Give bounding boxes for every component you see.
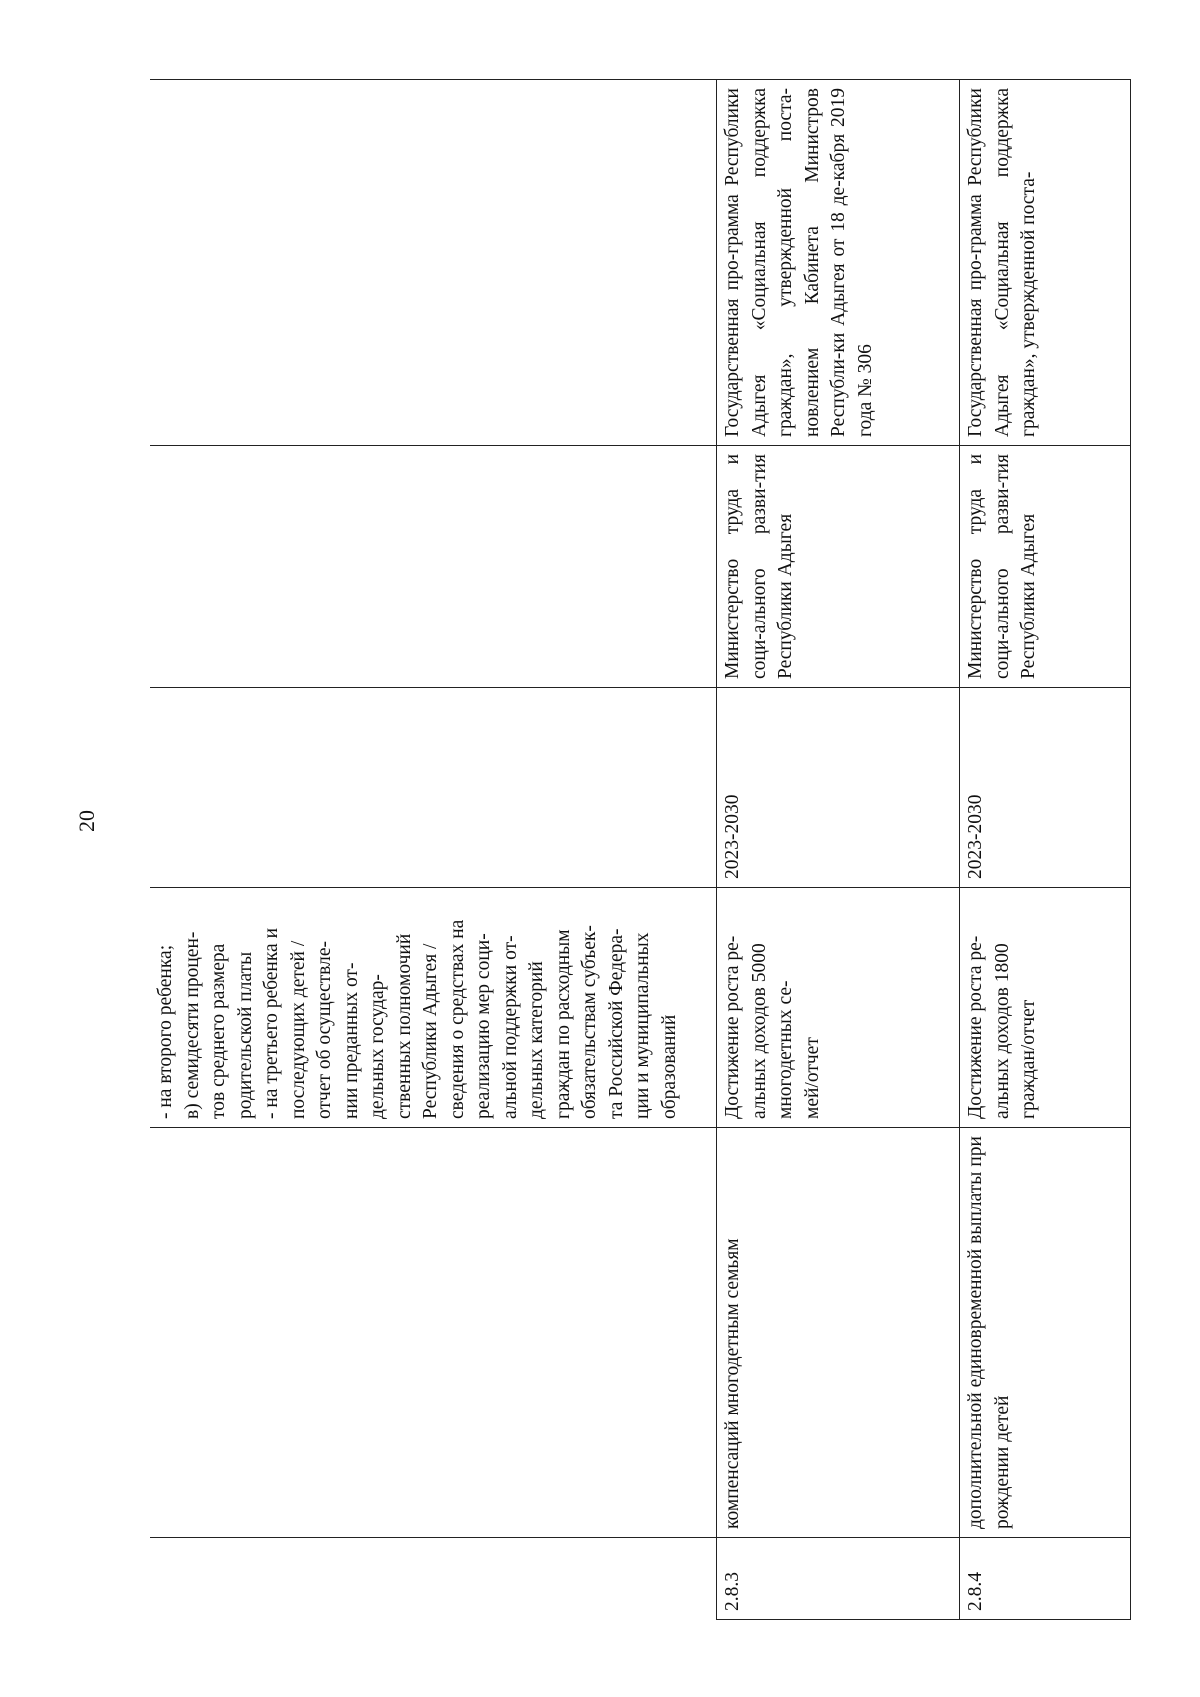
indicator-line: альных доходов 5000 bbox=[748, 943, 770, 1119]
indicator-cell bbox=[717, 888, 960, 1128]
program-cell bbox=[150, 80, 717, 446]
indicator-line: в) семидесяти процен- bbox=[181, 931, 203, 1119]
program-cell: Государственная про-грамма Республики Адыгея «Социальная поддержка граждан», утвержденной поста-новлением Кабинета Министров Республи-ки Адыгея от 18 де-кабря 2019 года № 306 bbox=[717, 80, 960, 446]
table-row bbox=[717, 80, 960, 1620]
table-row bbox=[960, 80, 1131, 1620]
program-cell: Государственная про-грамма Республики Адыгея «Социальная поддержка граждан», утвержденной поста- bbox=[960, 80, 1131, 446]
page-number: 20 bbox=[74, 810, 99, 832]
indicator-line: альных доходов 1800 bbox=[991, 943, 1013, 1119]
executor-cell bbox=[150, 446, 717, 688]
period-cell bbox=[150, 688, 717, 888]
indicator-line: обязательствам субъек- bbox=[579, 925, 600, 1119]
indicator-line: сведения о средствах на bbox=[446, 919, 468, 1119]
row-number-cell: 2.8.3 bbox=[717, 1538, 960, 1620]
indicator-line: граждан по расходным bbox=[552, 929, 574, 1119]
indicator-line: ственных полномочий bbox=[393, 933, 415, 1119]
measure-name-cell: дополнительной единовременной выплаты при рождении детей bbox=[960, 1128, 1131, 1538]
indicator-line: тов среднего размера bbox=[208, 943, 229, 1119]
executor-cell: Министерство труда и соци-ального разви-тия Республики Адыгея bbox=[717, 446, 960, 688]
indicator-line: - на третьего ребенка и bbox=[261, 927, 282, 1119]
indicator-line: отчет об осуществле- bbox=[314, 941, 335, 1119]
indicator-line: мей/отчет bbox=[801, 1037, 823, 1119]
indicator-line: образований bbox=[658, 1014, 680, 1119]
indicator-line: нии преданных от- bbox=[340, 962, 362, 1119]
indicator-line: дельных категорий bbox=[526, 961, 547, 1119]
indicator-line: Достижение роста ре- bbox=[722, 935, 743, 1119]
indicator-cell bbox=[150, 888, 717, 1128]
period-cell: 2023-2030 bbox=[960, 688, 1131, 888]
measures-table bbox=[150, 79, 1131, 1620]
measure-name-cell: компенсаций многодетным семьям bbox=[717, 1128, 960, 1538]
indicator-line: - на второго ребенка; bbox=[155, 944, 176, 1119]
table-row bbox=[150, 80, 717, 1620]
indicator-line: альной поддержки от- bbox=[499, 935, 521, 1119]
indicator-line: последующих детей / bbox=[287, 940, 309, 1119]
indicator-line: дельных государ- bbox=[367, 974, 388, 1119]
indicator-line: граждан/отчет bbox=[1018, 999, 1039, 1119]
measure-name-cell bbox=[150, 1128, 717, 1538]
row-number-cell: 2.8.4 bbox=[960, 1538, 1131, 1620]
indicator-line: Республики Адыгея / bbox=[420, 943, 441, 1119]
executor-cell: Министерство труда и соци-ального разви-тия Республики Адыгея bbox=[960, 446, 1131, 688]
indicator-line: Достижение роста ре- bbox=[965, 935, 986, 1119]
indicator-cell bbox=[960, 888, 1131, 1128]
period-cell: 2023-2030 bbox=[717, 688, 960, 888]
indicator-line: родительской платы bbox=[234, 951, 256, 1119]
row-number-cell bbox=[150, 1538, 717, 1620]
rotated-table-container bbox=[150, 80, 1110, 1620]
indicator-line: ции и муниципальных bbox=[632, 932, 653, 1119]
indicator-line: многодетных се- bbox=[775, 980, 796, 1119]
indicator-line: реализацию мер соци- bbox=[473, 933, 494, 1119]
indicator-line: та Российской Федера- bbox=[605, 928, 627, 1119]
